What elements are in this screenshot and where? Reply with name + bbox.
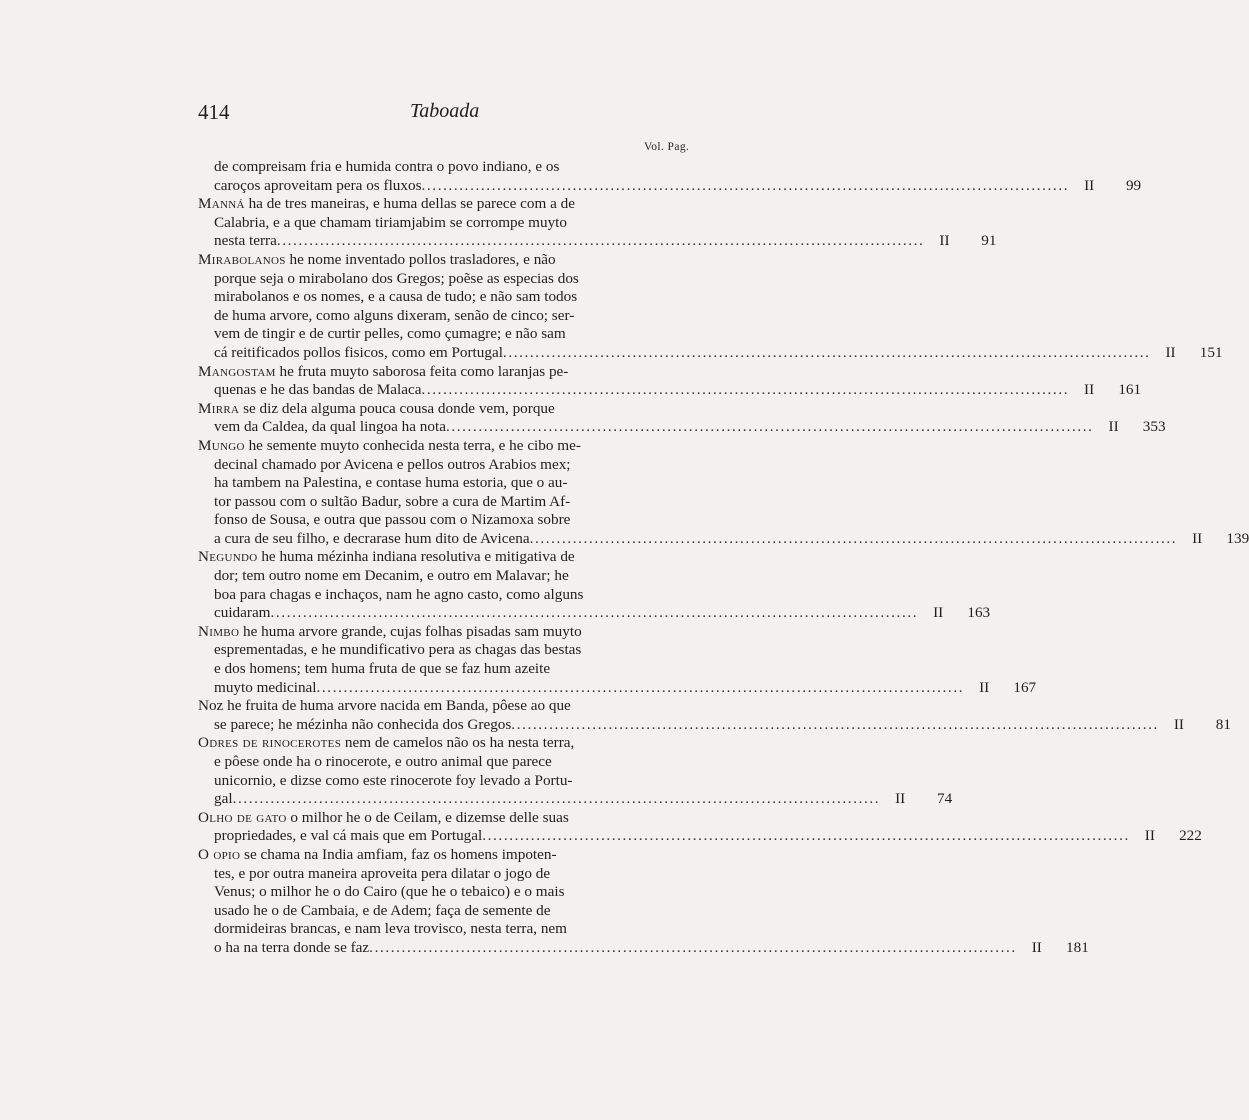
- entry-line: [198, 641, 702, 660]
- dot-leader: ........................................................................................................................: [421, 381, 1070, 399]
- entry-last-line: [198, 232, 997, 251]
- entry-text: o ha na terra donde se faz: [214, 938, 370, 956]
- entry-headword: Noz: [198, 697, 224, 715]
- entry-text: he nome inventado pollos trasladores, e não: [289, 250, 556, 268]
- volume-number: II: [1144, 827, 1155, 845]
- entry-text: muyto medicinal: [214, 678, 317, 696]
- entry-line: [198, 772, 702, 791]
- entry-line: [198, 734, 702, 753]
- volume-number: II: [1173, 715, 1184, 733]
- volume-number: II: [979, 678, 990, 696]
- entry-last-line: [198, 790, 953, 809]
- dot-leader: ........................................................................................................................: [445, 418, 1094, 436]
- entry-line: [198, 251, 702, 270]
- index-entry: [198, 697, 1231, 734]
- entry-text: vem da Caldea, da qual lingoa ha nota: [214, 418, 446, 436]
- entry-text: ha de tres maneiras, e huma dellas se parece com a de: [248, 195, 575, 213]
- entry-text: fonso de Sousa, e outra que passou com o Nizamoxa sobre: [214, 511, 571, 529]
- dot-leader: ........................................................................................................................: [276, 232, 925, 250]
- entry-text: caroços aproveitam pera os fluxos: [214, 176, 422, 194]
- volume-number: II: [939, 232, 950, 250]
- entry-last-line: [198, 343, 1223, 363]
- entry-headword: Mirabolanos: [198, 250, 286, 268]
- entry-line: [198, 846, 702, 865]
- entry-last-line: [198, 715, 1231, 735]
- index-entry: [198, 622, 1037, 697]
- entry-line: [198, 567, 702, 586]
- entry-line: [198, 697, 702, 716]
- page-reference: 99: [1125, 176, 1142, 194]
- entry-text: propriedades, e val cá mais que em Portugal: [214, 827, 483, 845]
- volume-number: II: [895, 790, 906, 808]
- entry-line: [198, 474, 702, 493]
- volume-number: II: [1084, 381, 1095, 399]
- entry-text: he huma arvore grande, cujas folhas pisadas sam muyto: [243, 622, 582, 640]
- entry-line: [198, 214, 702, 233]
- entry-last-line: [198, 418, 1166, 437]
- page-reference: 151: [1199, 343, 1223, 361]
- entry-text: esprementadas, e he mundificativo pera as chagas das bestas: [214, 641, 582, 659]
- dot-leader: ........................................................................................................................: [369, 938, 1017, 956]
- entry-line: [198, 753, 702, 772]
- entry-text: porque seja o mirabolano dos Gregos; poẽse as especias dos: [214, 269, 579, 287]
- entry-text: dormideiras brancas, e nam leva trovisco, nesta terra, nem: [214, 920, 567, 938]
- index-entry: [198, 734, 953, 808]
- entry-line: [198, 325, 702, 344]
- entry-line: [198, 865, 702, 884]
- index-entry: [198, 436, 1249, 549]
- entry-last-line: [198, 938, 1089, 958]
- entry-text: he fruita de huma arvore nacida em Banda, pôese ao que: [227, 697, 571, 715]
- entry-line: [198, 548, 702, 567]
- entry-text: he huma mézinha indiana resolutiva e mitigativa de: [261, 548, 575, 566]
- entry-last-line: [198, 678, 1037, 698]
- volume-number: II: [1108, 418, 1119, 436]
- entry-text: nesta terra: [214, 232, 277, 250]
- volume-number: II: [933, 604, 944, 622]
- volume-number: II: [1165, 343, 1176, 361]
- entry-text: de huma arvore, como alguns dixeram, senão de cinco; ser-: [214, 306, 575, 324]
- entry-text: unicornio, e dizse como este rinocerote foy levado a Portu-: [214, 771, 573, 789]
- entry-text: dor; tem outro nome em Decanim, e outro em Malavar; he: [214, 567, 569, 585]
- entry-line: [198, 270, 702, 289]
- entry-text: Venus; o milhor he o do Cairo (que he o tebaico) e o mais: [214, 883, 565, 901]
- entry-line: [198, 307, 702, 326]
- page-reference: 91: [981, 232, 997, 250]
- entry-headword: Mangostam: [198, 362, 276, 380]
- index-entry: [198, 548, 991, 622]
- index-entry: [198, 399, 1166, 437]
- entry-headword: Mungo: [198, 436, 245, 454]
- volume-number: II: [1084, 176, 1095, 194]
- entry-text: e dos homens; tem huma fruta de que se faz hum azeite: [214, 660, 551, 678]
- entry-text: a cura de seu filho, e decrarase hum dito de Avicena: [214, 529, 530, 547]
- entry-last-line: [198, 604, 991, 623]
- dot-leader: ........................................................................................................................: [482, 827, 1130, 845]
- entry-line: [198, 586, 702, 605]
- entry-line: [198, 902, 702, 921]
- entry-text: ha tambem na Palestina, e contase huma estoria, que o au-: [214, 474, 568, 492]
- page-reference: 161: [1118, 381, 1142, 399]
- dot-leader: ........................................................................................................................: [316, 678, 965, 696]
- entry-line: [198, 883, 702, 902]
- dot-leader: ........................................................................................................................: [421, 176, 1070, 194]
- dot-leader: ........................................................................................................................: [270, 604, 919, 622]
- entry-text: vem de tingir e de curtir pelles, como çumagre; e não sam: [214, 325, 566, 343]
- entry-line: [198, 363, 702, 382]
- entry-line: [198, 456, 702, 475]
- entry-line: [198, 400, 702, 419]
- index-entry: [198, 845, 1089, 958]
- entry-text: gal: [214, 790, 233, 808]
- entry-text: tor passou com o sultão Badur, sobre a cura de Martim Af-: [214, 492, 571, 510]
- page-number: 414: [198, 100, 230, 124]
- dot-leader: ........................................................................................................................: [502, 343, 1151, 361]
- entry-line: [198, 511, 702, 530]
- entry-text: quenas e he das bandas de Malaca: [214, 381, 422, 399]
- entry-last-line: [198, 176, 1142, 196]
- entry-text: he fruta muyto saborosa feita como laranjas pe-: [279, 362, 569, 380]
- entry-text: cuidaram: [214, 604, 271, 622]
- entry-headword: Mirra: [198, 399, 240, 417]
- entry-line: [198, 809, 702, 828]
- entry-headword: O opio: [198, 845, 241, 863]
- page-reference: 74: [937, 790, 953, 808]
- page-reference: 181: [1066, 938, 1089, 956]
- page-reference: 139: [1226, 529, 1249, 547]
- page-reference: 163: [967, 604, 991, 622]
- entry-line: [198, 660, 702, 679]
- entry-line: [198, 437, 702, 456]
- page-reference: 222: [1179, 827, 1202, 845]
- entry-headword: Negundo: [198, 548, 258, 566]
- entry-headword: Olho de gato: [198, 808, 287, 826]
- running-title: Taboada: [410, 100, 480, 122]
- entry-text: tes, e por outra maneira aproveita pera dilatar o jogo de: [214, 864, 551, 882]
- volume-number: II: [1031, 938, 1042, 956]
- entry-text: cá reitificados pollos fisicos, como em Portugal: [214, 343, 503, 361]
- entry-text: se parece; he mézinha não conhecida dos Gregos: [214, 715, 512, 733]
- entry-text: o milhor he o de Ceilam, e dizemse delle suas: [290, 808, 569, 826]
- dot-leader: ........................................................................................................................: [232, 790, 881, 808]
- page-reference: 353: [1142, 418, 1166, 436]
- index-entry: [198, 158, 1142, 195]
- column-headings: Vol. Pag.: [644, 141, 690, 153]
- entry-text: he semente muyto conhecida nesta terra, e he cibo me-: [248, 436, 581, 454]
- entry-text: se diz dela alguma pouca cousa donde vem, porque: [243, 399, 555, 417]
- entry-text: usado he o de Cambaia, e de Adem; faça de semente de: [214, 901, 551, 919]
- entry-line: [198, 195, 702, 214]
- entry-text: nem de camelos não os ha nesta terra,: [344, 734, 575, 752]
- index-entries: [198, 158, 1249, 958]
- index-entry: [198, 808, 1202, 846]
- entry-last-line: [198, 381, 1142, 400]
- entry-text: decinal chamado por Avicena e pellos outros Arabios mex;: [214, 455, 571, 473]
- entry-text: Calabria, e a que chamam tiriamjabim se corrompe muyto: [214, 213, 567, 231]
- page-reference: 81: [1215, 715, 1231, 733]
- entry-line: [198, 493, 702, 512]
- entry-line: [198, 920, 702, 939]
- entry-last-line: [198, 827, 1202, 846]
- entry-line: [198, 158, 702, 177]
- index-entry: [198, 362, 1142, 400]
- entry-headword: Odres de rinocerotes: [198, 734, 342, 752]
- dot-leader: ........................................................................................................................: [529, 529, 1178, 547]
- index-entry: [198, 250, 1223, 363]
- entry-text: se chama na India amfiam, faz os homens impoten-: [244, 845, 557, 863]
- index-entry: [198, 195, 997, 251]
- dot-leader: ........................................................................................................................: [511, 715, 1159, 733]
- page-reference: 167: [1013, 678, 1037, 696]
- entry-text: mirabolanos e os nomes, e a causa de tudo; e não sam todos: [214, 288, 578, 306]
- page-header: [198, 100, 698, 130]
- entry-line: [198, 623, 702, 642]
- entry-text: de compreisam fria e humida contra o povo indiano, e os: [214, 158, 560, 175]
- entry-headword: Nimbo: [198, 622, 240, 640]
- entry-line: [198, 288, 702, 307]
- volume-number: II: [1192, 529, 1203, 547]
- entry-headword: Manná: [198, 195, 245, 213]
- entry-text: e pôese onde ha o rinocerote, e outro animal que parece: [214, 753, 552, 770]
- entry-text: boa para chagas e inchaços, nam he agno casto, como alguns: [214, 585, 584, 603]
- entry-last-line: [198, 529, 1249, 549]
